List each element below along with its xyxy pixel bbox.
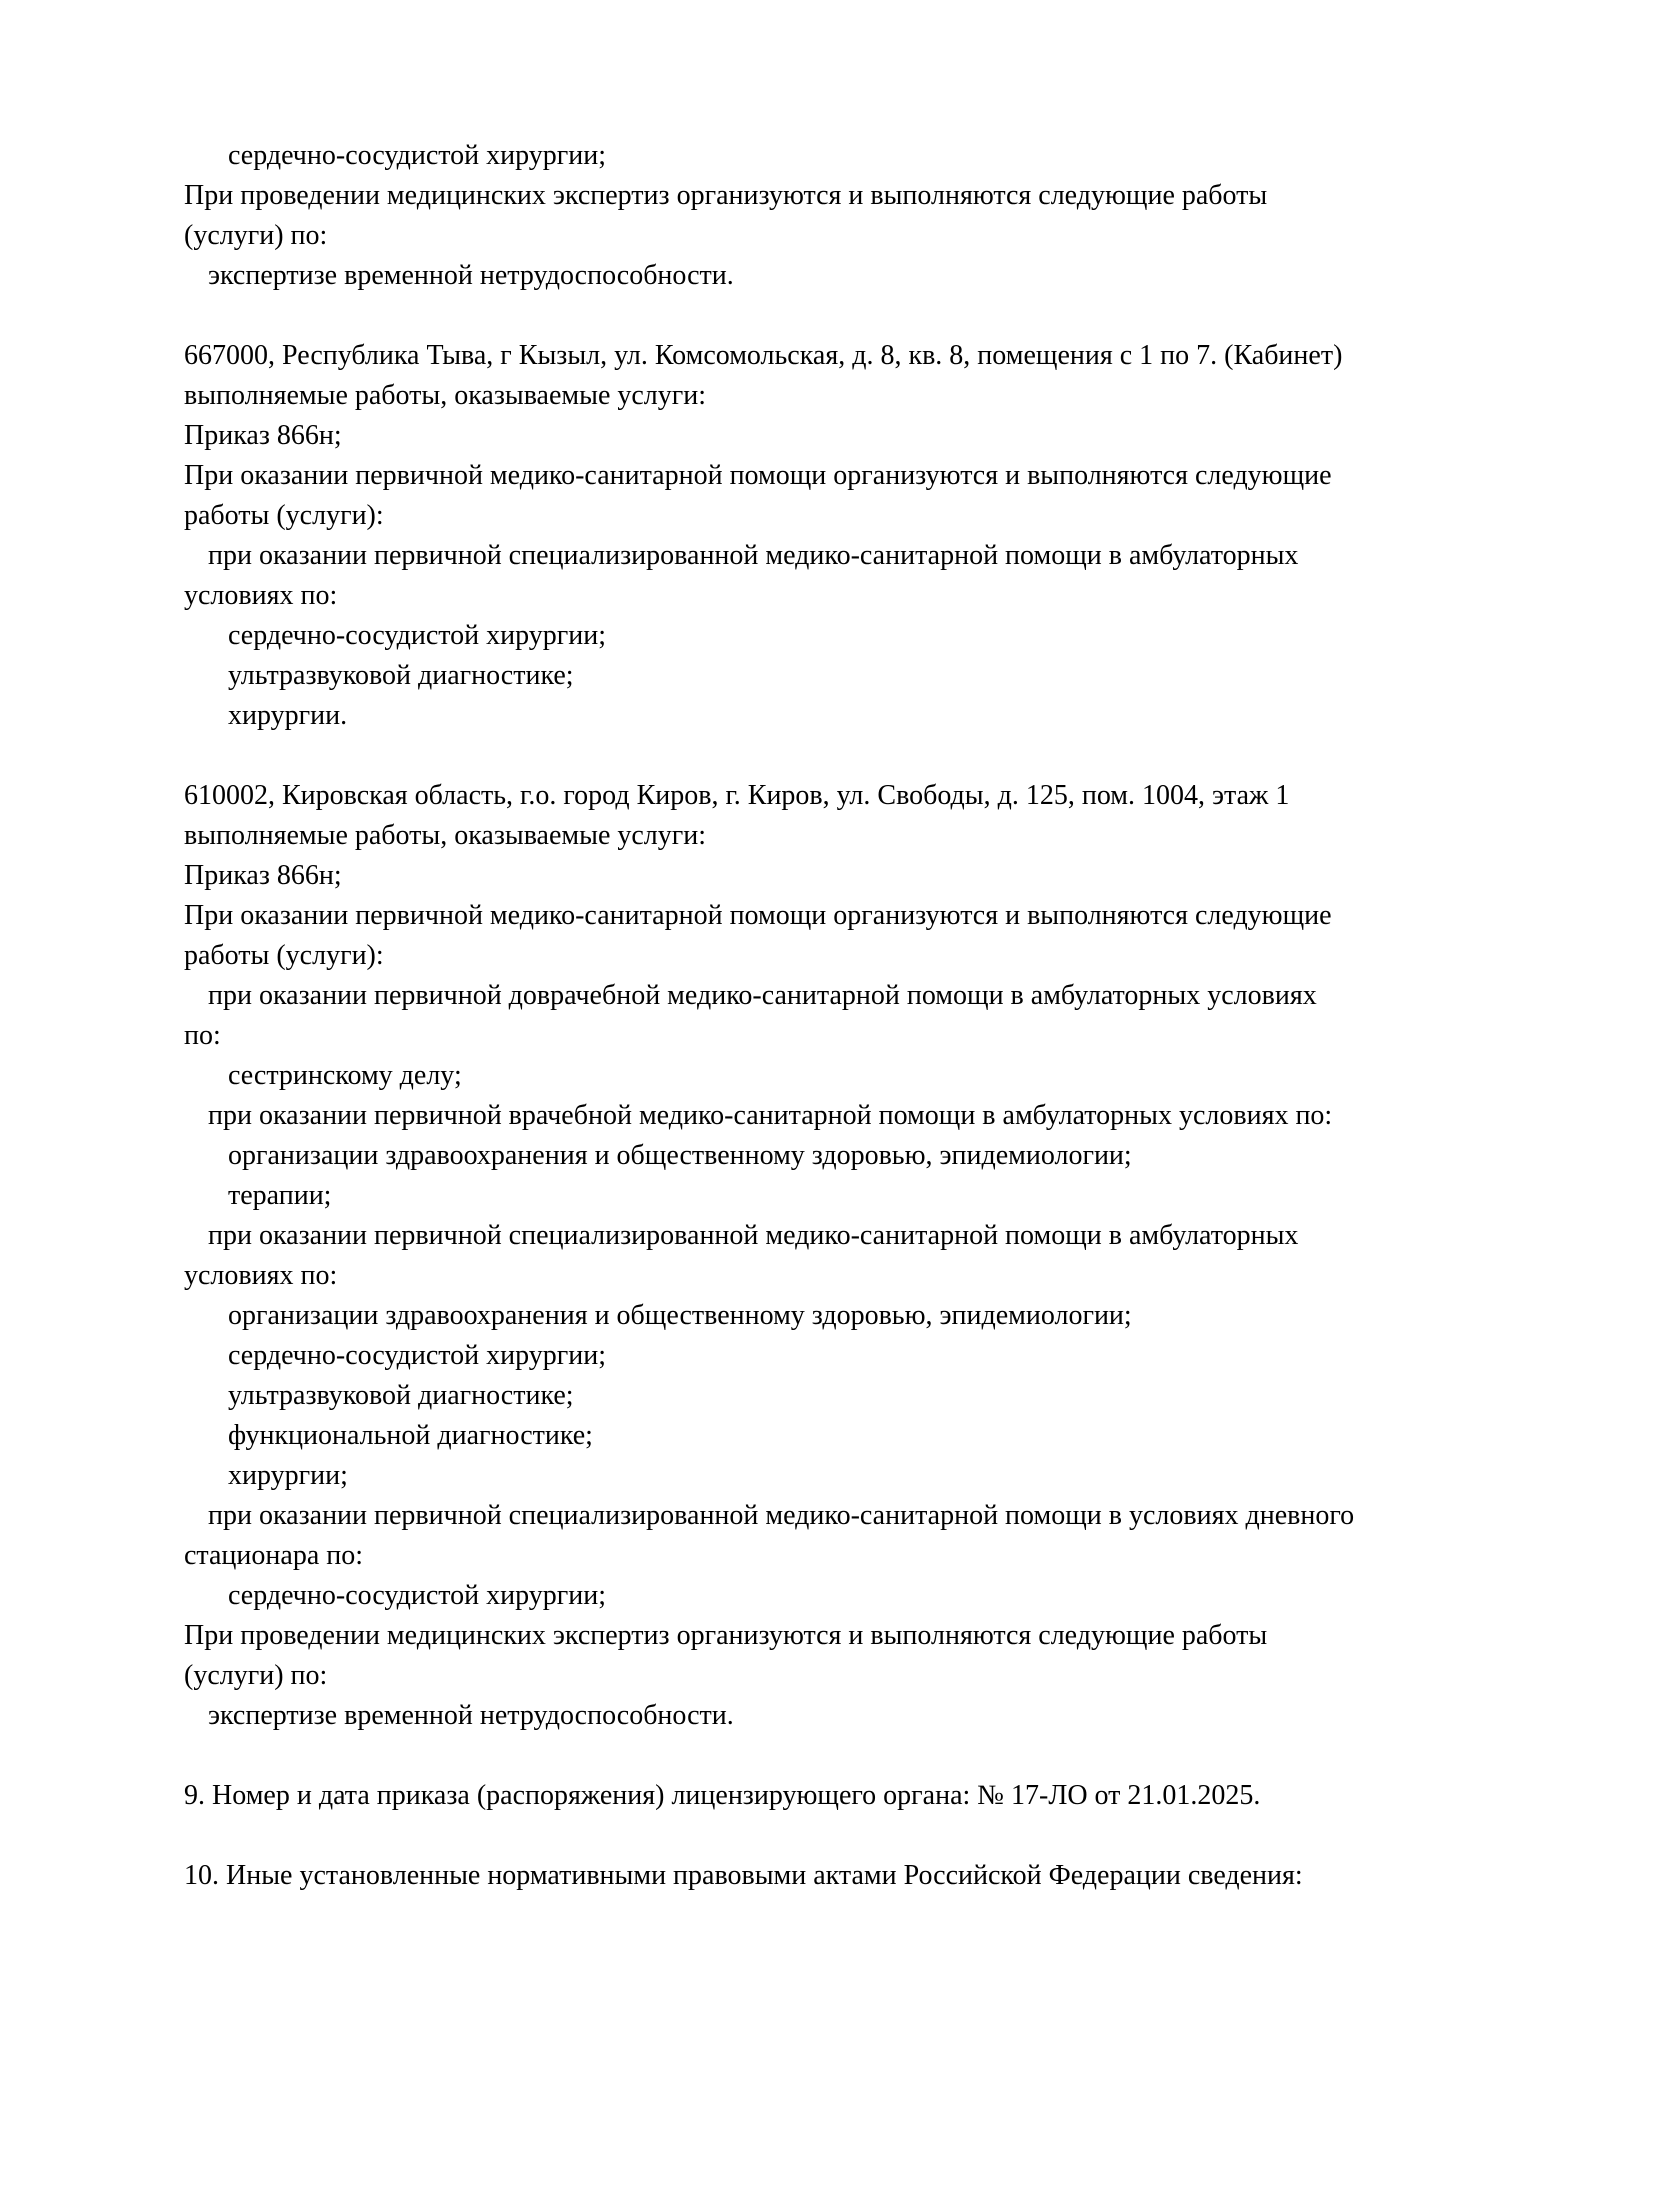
document-line: 667000, Республика Тыва, г Кызыл, ул. Комсомольская, д. 8, кв. 8, помещения с 1 по 7. (Кабинет) <box>184 340 1343 371</box>
document-line: при оказании первичной специализированной медико-санитарной помощи в амбулаторных <box>208 540 1299 571</box>
document-line: сердечно-сосудистой хирургии; <box>228 140 606 171</box>
document-line: экспертизе временной нетрудоспособности. <box>208 1700 734 1731</box>
document-line: работы (услуги): <box>184 940 384 971</box>
document-line: При оказании первичной медико-санитарной помощи организуются и выполняются следующие <box>184 460 1332 491</box>
document-line: хирургии. <box>228 700 348 731</box>
document-line: организации здравоохранения и общественному здоровью, эпидемиологии; <box>228 1140 1132 1171</box>
document-line: Приказ 866н; <box>184 420 342 451</box>
document-line: 610002, Кировская область, г.о. город Киров, г. Киров, ул. Свободы, д. 125, пом. 1004, этаж 1 <box>184 780 1290 811</box>
blank-line <box>184 736 1584 776</box>
document-line: При проведении медицинских экспертиз организуются и выполняются следующие работы <box>184 1620 1268 1651</box>
document-line: условиях по: <box>184 580 338 611</box>
document-line: сестринскому делу; <box>228 1060 462 1091</box>
document-line: ультразвуковой диагностике; <box>228 1380 574 1411</box>
document-line: (услуги) по: <box>184 220 328 251</box>
document-line: 9. Номер и дата приказа (распоряжения) лицензирующего органа: № 17-ЛО от 21.01.2025. <box>184 1780 1261 1811</box>
document-line: сердечно-сосудистой хирургии; <box>228 1340 606 1371</box>
document-line: экспертизе временной нетрудоспособности. <box>208 260 734 291</box>
document-line: работы (услуги): <box>184 500 384 531</box>
document-line: выполняемые работы, оказываемые услуги: <box>184 820 707 851</box>
document-line: при оказании первичной специализированной медико-санитарной помощи в условиях дневного <box>208 1500 1355 1531</box>
document-line: по: <box>184 1020 221 1051</box>
blank-line <box>184 296 1584 336</box>
document-line: При проведении медицинских экспертиз организуются и выполняются следующие работы <box>184 180 1268 211</box>
document-line: ультразвуковой диагностике; <box>228 660 574 691</box>
document-line: Приказ 866н; <box>184 860 342 891</box>
blank-line <box>184 1816 1584 1856</box>
document-line: терапии; <box>228 1180 332 1211</box>
document-line: при оказании первичной специализированной медико-санитарной помощи в амбулаторных <box>208 1220 1299 1251</box>
document-line: функциональной диагностике; <box>228 1420 593 1451</box>
document-line: организации здравоохранения и общественному здоровью, эпидемиологии; <box>228 1300 1132 1331</box>
blank-line <box>184 1736 1584 1776</box>
document-line: условиях по: <box>184 1260 338 1291</box>
document-line: стационара по: <box>184 1540 364 1571</box>
document-line: хирургии; <box>228 1460 348 1491</box>
document-line: При оказании первичной медико-санитарной помощи организуются и выполняются следующие <box>184 900 1332 931</box>
document-line: при оказании первичной доврачебной медико-санитарной помощи в амбулаторных условиях <box>208 980 1317 1011</box>
document-line: сердечно-сосудистой хирургии; <box>228 620 606 651</box>
document-line: выполняемые работы, оказываемые услуги: <box>184 380 707 411</box>
license-text-block <box>184 136 1584 1896</box>
document-line: 10. Иные установленные нормативными правовыми актами Российской Федерации сведения: <box>184 1860 1303 1891</box>
document-line: сердечно-сосудистой хирургии; <box>228 1580 606 1611</box>
document-line: (услуги) по: <box>184 1660 328 1691</box>
document-line: при оказании первичной врачебной медико-санитарной помощи в амбулаторных условиях по: <box>208 1100 1333 1131</box>
